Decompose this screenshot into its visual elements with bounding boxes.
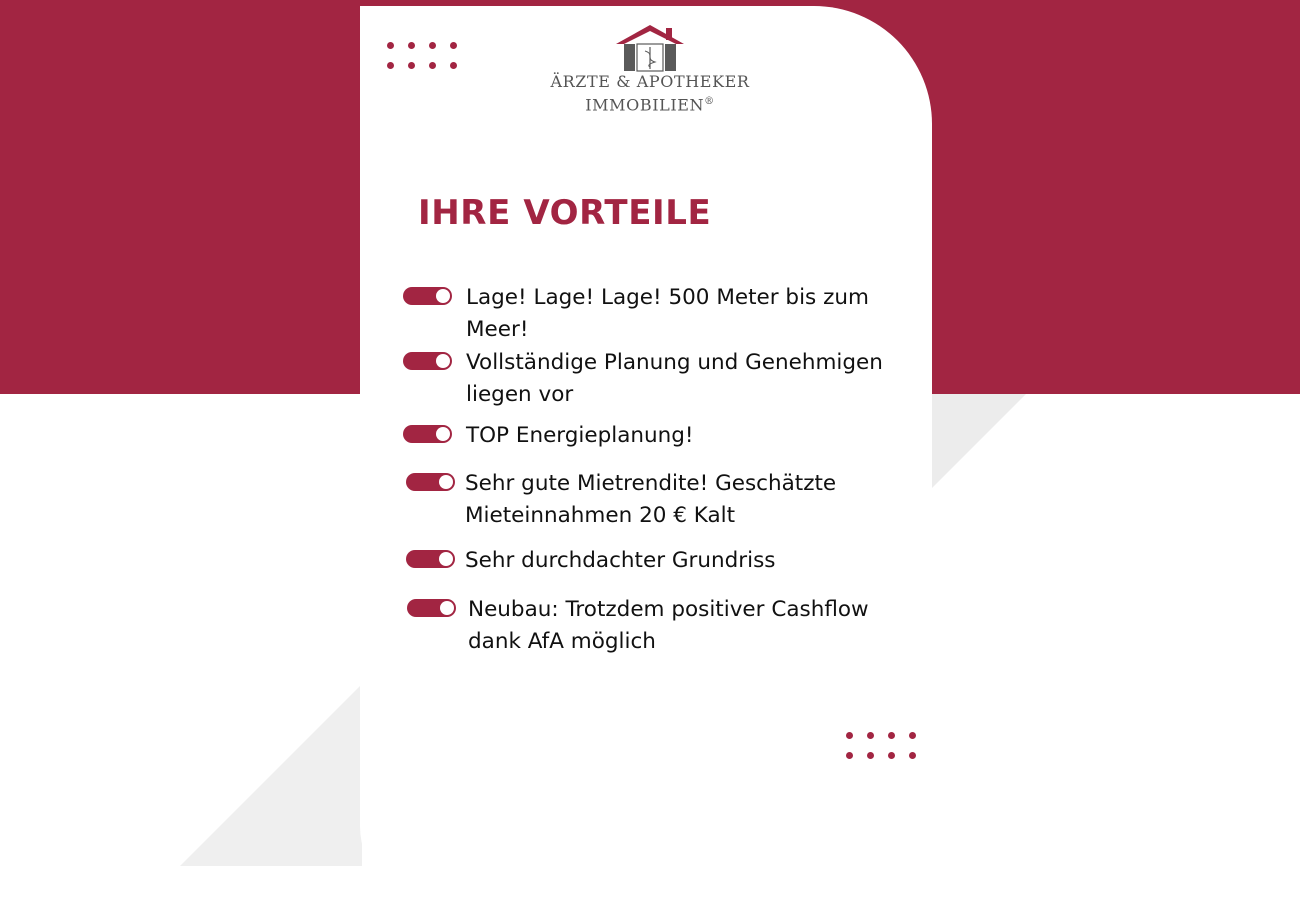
benefit-text: Sehr gute Mietrendite! Geschätzte Mieteinnahmen 20 € Kalt bbox=[465, 471, 837, 528]
brand-name-line-2: IMMOBILIEN® bbox=[585, 95, 715, 115]
benefit-item bbox=[406, 468, 925, 531]
benefit-item bbox=[403, 420, 926, 452]
benefit-text: TOP Energieplanung! bbox=[466, 423, 694, 448]
toggle-on-icon bbox=[406, 550, 455, 568]
benefit-text: Neubau: Trotzdem positiver Cashflow dank AfA möglich bbox=[468, 597, 869, 654]
benefit-item bbox=[403, 347, 926, 410]
toggle-on-icon bbox=[406, 473, 455, 491]
toggle-on-icon bbox=[403, 425, 452, 443]
section-heading: IHRE VORTEILE bbox=[418, 193, 712, 233]
toggle-on-icon bbox=[407, 599, 456, 617]
toggle-on-icon bbox=[403, 352, 452, 370]
brand-name-line-1: ÄRZTE & APOTHEKER bbox=[550, 72, 750, 91]
decorative-dots-bottom bbox=[846, 732, 916, 759]
house-caduceus-icon bbox=[614, 22, 686, 72]
registered-mark: ® bbox=[704, 96, 715, 107]
toggle-on-icon bbox=[403, 287, 452, 305]
benefit-item bbox=[406, 545, 925, 577]
brand-logo bbox=[540, 22, 760, 115]
benefit-item bbox=[407, 594, 908, 657]
benefit-item bbox=[403, 282, 926, 345]
content-card bbox=[360, 6, 932, 906]
decorative-dots-top bbox=[387, 42, 457, 69]
benefit-text: Vollständige Planung und Genehmigen liegen vor bbox=[466, 350, 883, 407]
benefit-text: Sehr durchdachter Grundriss bbox=[465, 548, 776, 573]
benefit-text: Lage! Lage! Lage! 500 Meter bis zum Meer! bbox=[466, 285, 869, 342]
